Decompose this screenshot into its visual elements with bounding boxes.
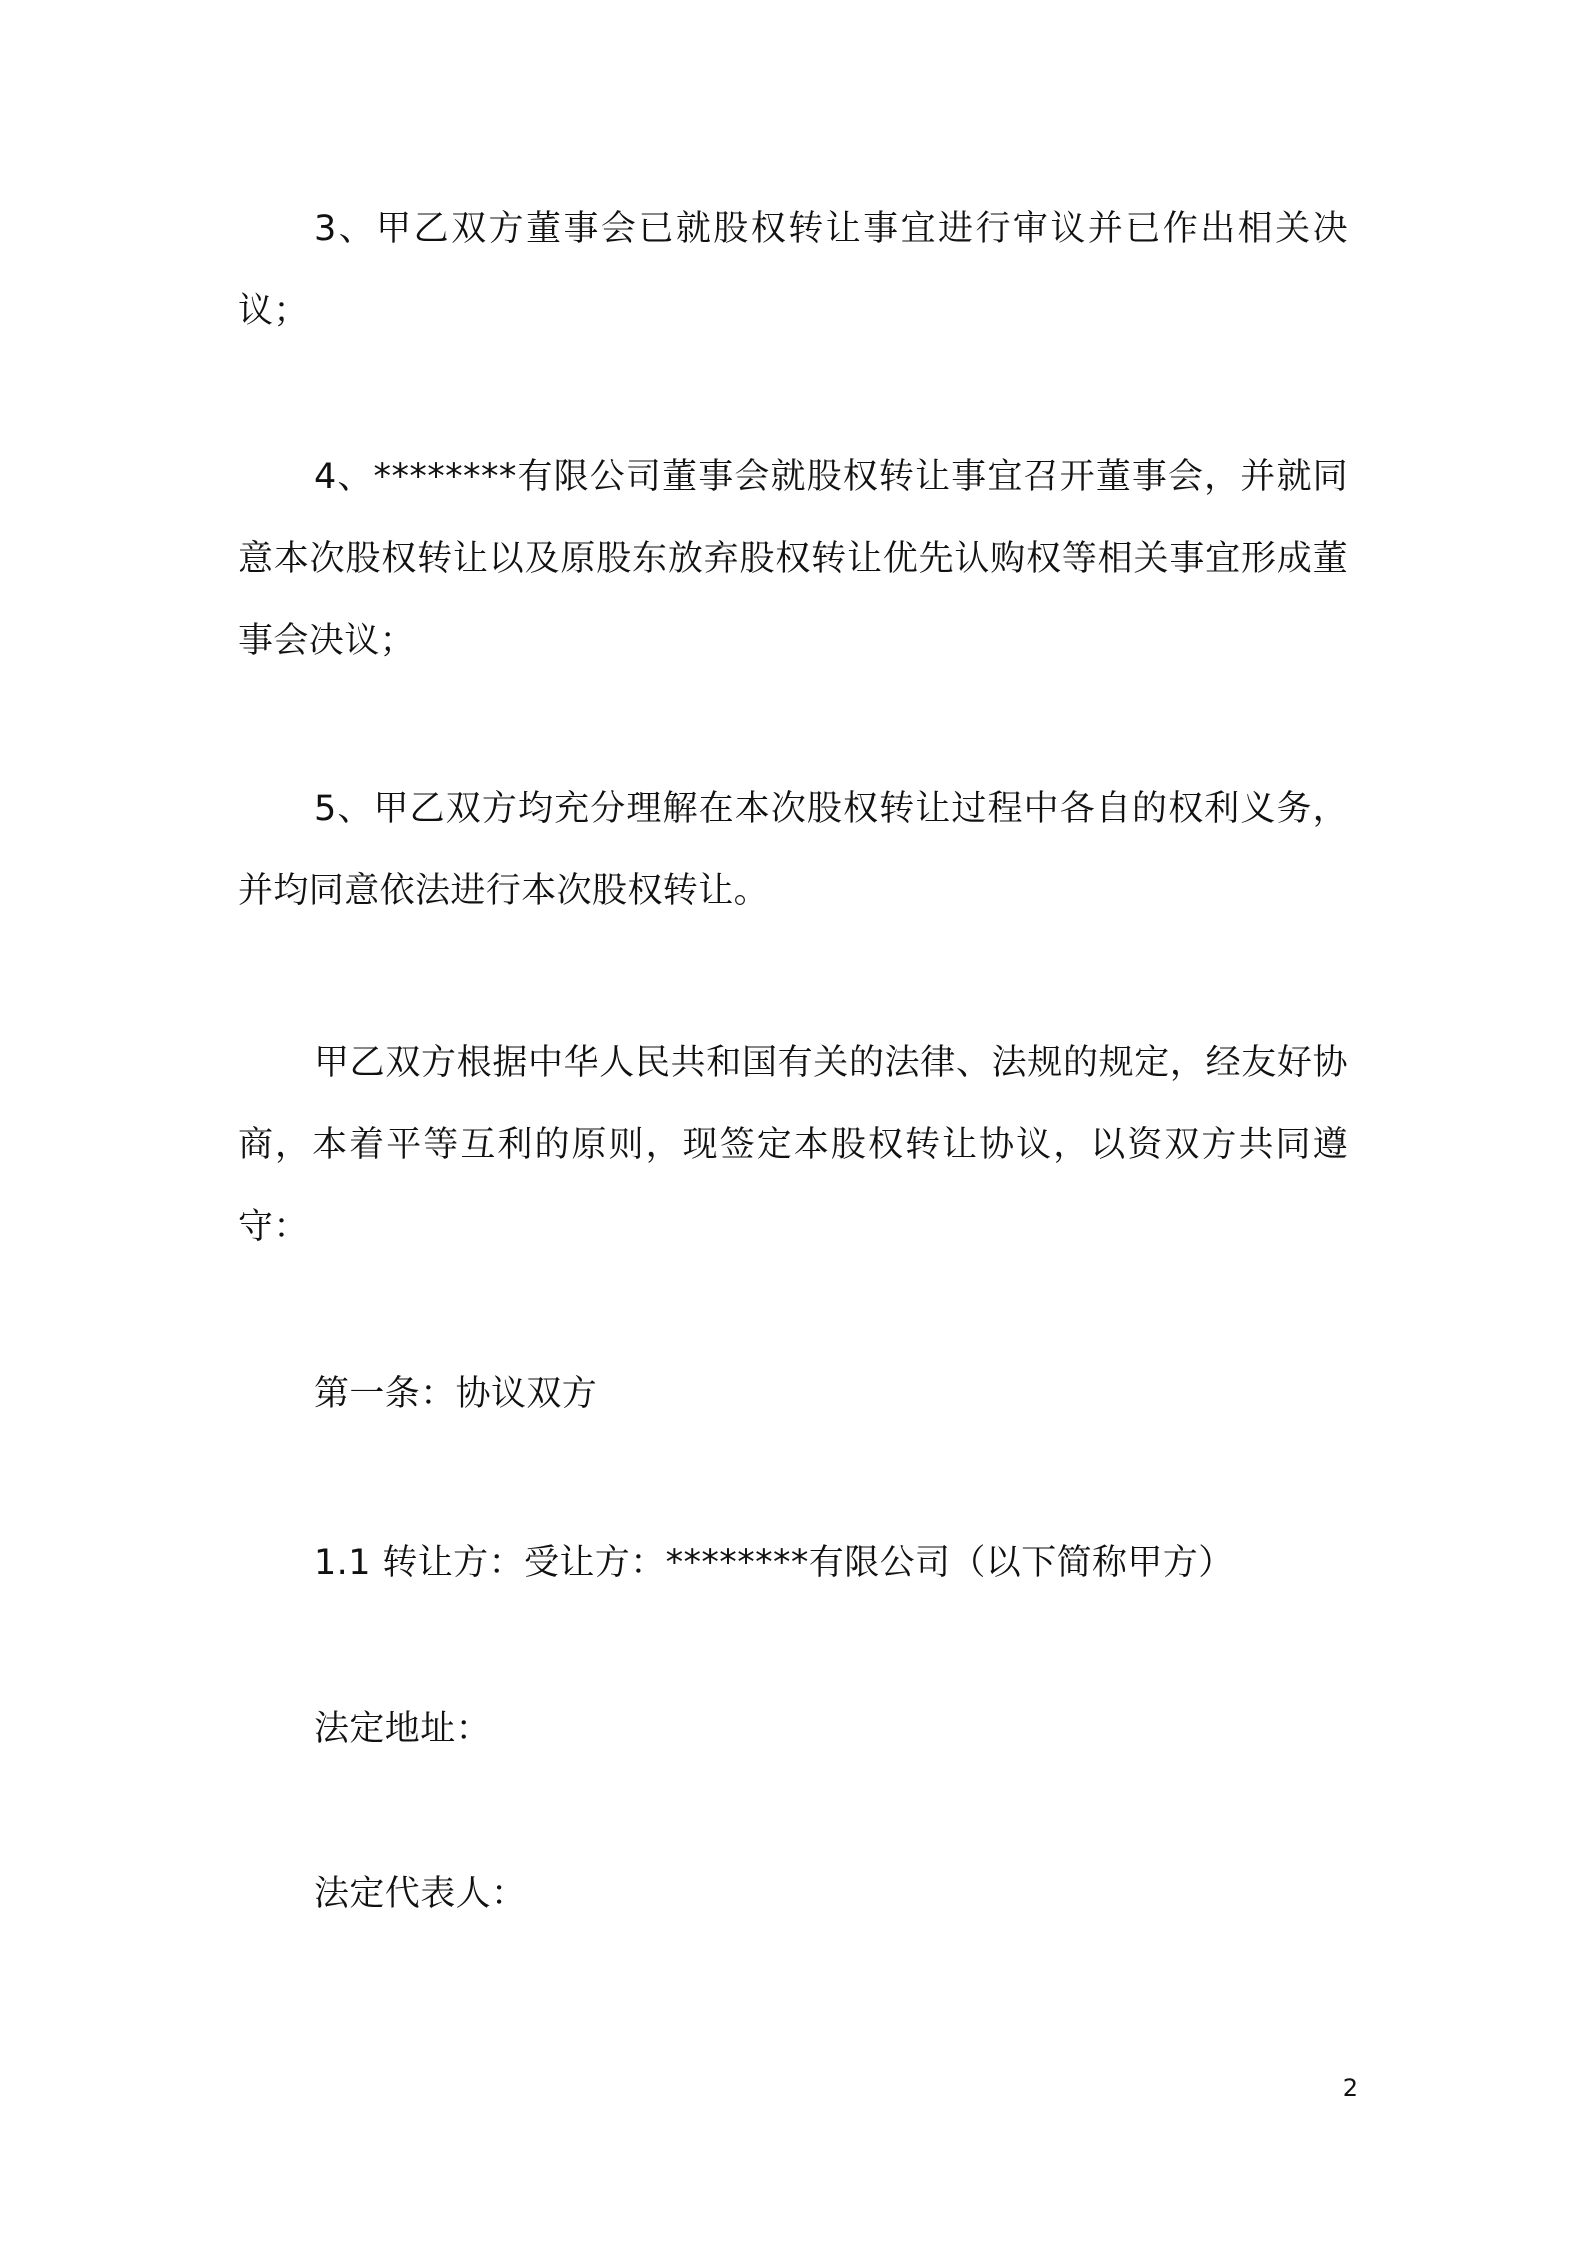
clause-1-1-parties: 1.1 转让方：受让方：********有限公司（以下简称甲方） bbox=[314, 1543, 1234, 1583]
article-one-heading: 第一条：协议双方 bbox=[314, 1374, 598, 1414]
paragraph-preamble: 甲乙双方根据中华人民共和国有关的法律、法规的规定，经友好协商，本着平等互利的原则，现签定本股权转让协议，以资双方共同遵守： bbox=[238, 1043, 1348, 1247]
legal-representative-field: 法定代表人： bbox=[314, 1874, 527, 1914]
paragraph-clause-3: 3、甲乙双方董事会已就股权转让事宜进行审议并已作出相关决议； bbox=[238, 209, 1348, 331]
paragraph-clause-4: 4、********有限公司董事会就股权转让事宜召开董事会，并就同意本次股权转让以及原股东放弃股权转让优先认购权等相关事宜形成董事会决议； bbox=[238, 457, 1348, 661]
page-number: 2 bbox=[1342, 2074, 1358, 2102]
legal-address-field: 法定地址： bbox=[314, 1709, 492, 1749]
paragraph-clause-5: 5、甲乙双方均充分理解在本次股权转让过程中各自的权利义务，并均同意依法进行本次股权转让。 bbox=[238, 789, 1348, 911]
